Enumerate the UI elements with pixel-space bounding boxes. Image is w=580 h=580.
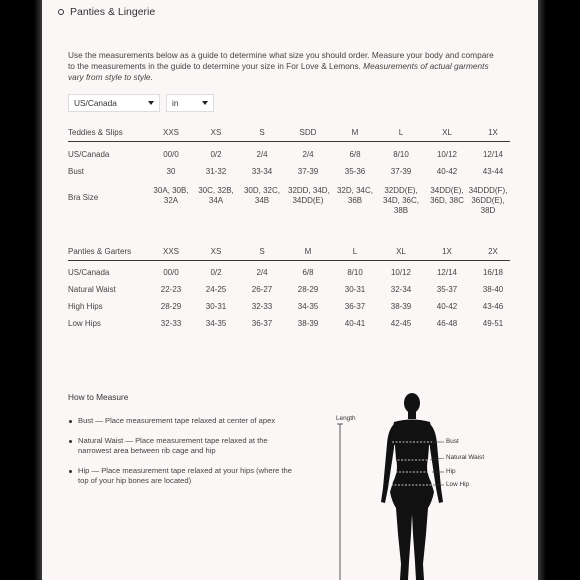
column-header: XS [210,247,222,256]
table-cell: 32-33 [160,319,182,328]
column-header: 2X [488,247,498,256]
cell-line: 30D, 32C, [243,186,281,195]
column-header: SDD [299,128,317,137]
column-header: XL [396,247,406,256]
intro-text: Use the measurements below as a guide to determine what size you should order. Measure your body and compare to the measurements in the guide to determine your size in For Love & Lemons. [68,50,494,71]
how-to-measure-title: How to Measure [68,392,129,402]
measure-instruction: Hip — Place measurement tape relaxed at your hips (where the top of your hip bones are located) [78,465,292,485]
table-cell: 36-37 [251,319,273,328]
table-cell: 6/8 [302,268,314,277]
circle-bullet-icon [58,9,64,15]
row-label: Natural Waist [68,285,116,294]
table-header: Teddies & Slips [68,128,123,137]
chevron-down-icon [148,101,154,105]
intro-paragraph [68,50,498,83]
table-cell: 36-37 [344,302,366,311]
how-to-measure-list [68,416,298,496]
table-cell: 30-31 [205,302,227,311]
list-item [68,466,298,487]
table-cell: 8/10 [347,268,363,277]
table-cell: 40-41 [344,319,366,328]
table-cell [151,186,191,206]
table-cell: 10/12 [390,268,412,277]
table-cell: 42-45 [390,319,412,328]
column-header: 1X [488,128,498,137]
column-header: XS [210,128,222,137]
measurement-figure [332,384,485,580]
row-label: US/Canada [68,268,110,277]
section-heading[interactable] [58,6,155,18]
table-cell: 40-42 [436,167,458,176]
column-header: S [259,128,265,137]
list-item [68,416,298,427]
cell-line: 34A [208,196,224,205]
table-cell: 28-29 [297,285,319,294]
region-select[interactable] [68,94,160,112]
table-cell: 10/12 [436,150,458,159]
table-cell: 2/4 [256,150,268,159]
list-item [68,436,298,457]
section-title: Panties & Lingerie [70,6,156,18]
table-cell: 24-25 [205,285,227,294]
row-label: High Hips [68,302,103,311]
cell-line: 34D, 36C, [382,196,420,205]
table-cell [196,186,236,206]
table-cell: 26-27 [251,285,273,294]
cell-line: 34DDD(F), [468,186,508,195]
cell-line: 32DD, 34D, [288,186,330,195]
table-cell [242,186,282,206]
cell-line: 38B [393,206,409,215]
column-header: S [259,247,265,256]
bullet-icon [69,470,72,473]
table-header: Panties & Garters [68,247,132,256]
table-cell: 00/0 [163,268,179,277]
cell-line: 30C, 32B, [198,186,234,195]
table-cell: 2/4 [302,150,314,159]
measure-instruction: Natural Waist — Place measurement tape relaxed at the narrowest area between rib cage and hip [78,435,268,455]
table-cell: 35-36 [344,167,366,176]
table-cell: 30 [166,167,176,176]
bust-label: Bust [446,438,459,445]
row-label: Bra Size [68,193,99,202]
measure-instruction: Bust — Place measurement tape relaxed at center of apex [78,416,276,425]
column-header: XXS [162,128,179,137]
table-cell: 43-46 [482,302,504,311]
unit-select[interactable] [166,94,214,112]
table-cell: 0/2 [210,150,222,159]
column-header: XL [442,128,452,137]
table-cell: 31-32 [205,167,227,176]
right-frame [538,0,580,580]
column-header: 1X [442,247,452,256]
table-cell: 49-51 [482,319,504,328]
table-cell: 0/2 [210,268,222,277]
table-cell: 12/14 [436,268,458,277]
column-header: L [352,247,358,256]
table-cell: 37-39 [390,167,412,176]
table-cell: 22-23 [160,285,182,294]
region-select-value: US/Canada [74,98,117,108]
table-cell: 34-35 [205,319,227,328]
table-cell [335,186,375,206]
size-guide-page [42,0,538,580]
bullet-icon [69,420,72,423]
table-cell: 38-40 [482,285,504,294]
table-cell: 35-37 [436,285,458,294]
table-cell: 33-34 [251,167,273,176]
cell-line: 32A [163,196,179,205]
table-cell [381,186,421,216]
cell-line: 38D [480,206,496,215]
length-label: Length [336,415,356,422]
unit-select-value: in [172,98,179,108]
cell-line: 36D, 38C [430,196,464,205]
header-divider [68,141,510,142]
table-cell [427,186,467,206]
cell-line: 30A, 30B, [153,186,189,195]
table-cell: 32-34 [390,285,412,294]
table-cell: 43-44 [482,167,504,176]
table-cell: 30-31 [344,285,366,294]
column-header: L [398,128,404,137]
row-label: US/Canada [68,150,110,159]
chevron-down-icon [202,101,208,105]
cell-line: 34B [254,196,270,205]
table-cell: 8/10 [393,150,409,159]
table-cell: 40-42 [436,302,458,311]
left-frame [0,0,42,580]
table-cell: 38-39 [297,319,319,328]
hip-label: Hip [446,468,456,475]
low-hip-label: Low Hip [446,481,470,488]
table-cell: 16/18 [482,268,504,277]
table-cell: 37-39 [297,167,319,176]
cell-line: 32DD(E), [384,186,418,195]
cell-line: 34DD(E) [292,196,324,205]
table-cell: 12/14 [482,150,504,159]
cell-line: 36B [347,196,363,205]
table-cell: 46-48 [436,319,458,328]
table-cell: 28-29 [160,302,182,311]
table-cell: 34-35 [297,302,319,311]
row-label: Low Hips [68,319,101,328]
column-header: M [304,247,312,256]
table-cell: 6/8 [349,150,361,159]
table-cell: 38-39 [390,302,412,311]
intro-note: Measurements of actual garments vary from style to style. [68,61,489,82]
column-header: M [351,128,359,137]
cell-line: 32D, 34C, [336,186,374,195]
cell-line: 36DD(E), [471,196,505,205]
row-label: Bust [68,167,85,176]
table-cell [468,186,508,216]
table-cell: 32-33 [251,302,273,311]
header-divider [68,260,510,261]
natural-waist-label: Natural Waist [446,454,485,461]
bullet-icon [69,440,72,443]
table-cell: 2/4 [256,268,268,277]
column-header: XXS [162,247,179,256]
table-cell: 00/0 [163,150,179,159]
table-cell [288,186,328,206]
cell-line: 34DD(E), [430,186,464,195]
